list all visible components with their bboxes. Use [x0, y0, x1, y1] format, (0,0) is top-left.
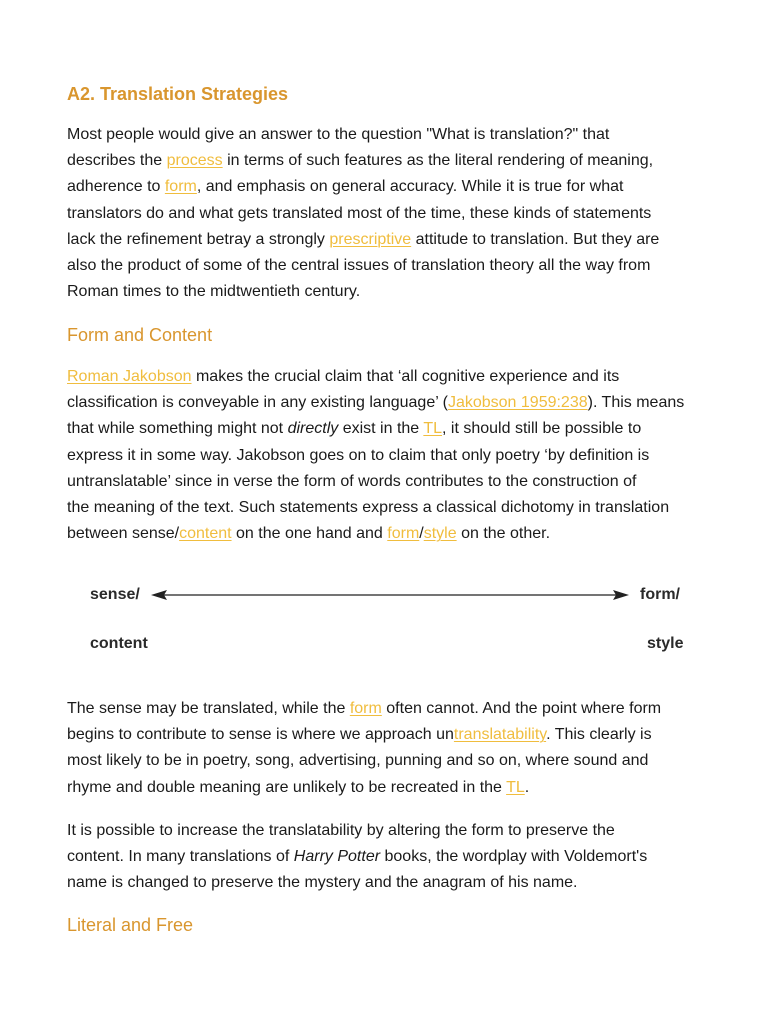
text-line: between sense/content on the one hand and form/style on the other. [67, 525, 551, 543]
text-line: describes the process in terms of such features as the literal rendering of meaning, [67, 152, 654, 170]
text-line: classification is conveyable in any existing language’ (Jakobson 1959:238). This means [67, 394, 685, 412]
text-line: the meaning of the text. Such statements express a classical dichotomy in translation [67, 499, 670, 517]
text-line: The sense may be translated, while the form often cannot. And the point where form [67, 700, 662, 717]
link-style[interactable]: style [423, 525, 457, 543]
link-tl[interactable]: TL [423, 420, 443, 438]
link-form-2[interactable]: form [387, 525, 420, 543]
diagram-label-style: style [647, 635, 684, 652]
diagram-label-form: form/ [640, 586, 680, 603]
text-line: express it in some way. Jakobson goes on to claim that only poetry ‘by definition is [67, 446, 650, 464]
text-line: untranslatable’ since in verse the form of words contributes to the construction of [67, 472, 637, 490]
link-roman-jakobson[interactable]: Roman Jakobson [67, 368, 192, 385]
link-content[interactable]: content [179, 525, 232, 543]
diagram-label-content: content [90, 635, 148, 652]
text-line: name is changed to preserve the mystery and the anagram of his name. [67, 874, 578, 892]
form-content-paragraph [67, 364, 717, 547]
link-translatability[interactable]: translatability [453, 726, 547, 744]
text-line: rhyme and double meaning are unlikely to be recreated in the TL. [67, 778, 530, 796]
double-arrow-icon [151, 587, 631, 603]
text-line: Roman times to the midtwentieth century. [67, 283, 361, 301]
link-jakobson-citation[interactable]: Jakobson 1959:238 [447, 394, 588, 412]
sense-form-diagram [67, 575, 707, 665]
text-line: content. In many translations of Harry Potter books, the wordplay with Voldemort's [67, 848, 648, 866]
link-tl-2[interactable]: TL [506, 778, 525, 796]
text-line: lack the refinement betray a strongly prescriptive attitude to translation. But they are [67, 230, 660, 248]
text-line: Most people would give an answer to the question "What is translation?" that [67, 126, 610, 143]
section-title: A2. Translation Strategies [67, 84, 289, 104]
text-line: It is possible to increase the translatability by altering the form to preserve the [67, 822, 615, 839]
harry-potter-paragraph [67, 818, 717, 897]
link-form[interactable]: form [164, 178, 197, 196]
text-line: that while something might not directly exist in the TL, it should still be possible to [67, 420, 642, 438]
heading-literal-and-free: Literal and Free [67, 915, 194, 935]
text-line: also the product of some of the central issues of translation theory all the way from [67, 257, 651, 275]
text-line: Roman Jakobson makes the crucial claim that ‘all cognitive experience and its [67, 368, 620, 385]
text-line: translators do and what gets translated most of the time, these kinds of statements [67, 204, 652, 222]
text-line: most likely to be in poetry, song, advertising, punning and so on, where sound and [67, 752, 649, 770]
text-line: adherence to form, and emphasis on general accuracy. While it is true for what [67, 178, 624, 196]
link-form-3[interactable]: form [349, 700, 382, 717]
text-line: begins to contribute to sense is where we approach untranslatability. This clearly is [67, 726, 652, 744]
sense-paragraph [67, 696, 717, 801]
link-process[interactable]: process [166, 152, 223, 170]
heading-form-and-content: Form and Content [67, 325, 213, 345]
diagram-label-sense: sense/ [90, 586, 140, 603]
intro-paragraph [67, 122, 717, 305]
link-prescriptive[interactable]: prescriptive [329, 230, 412, 248]
